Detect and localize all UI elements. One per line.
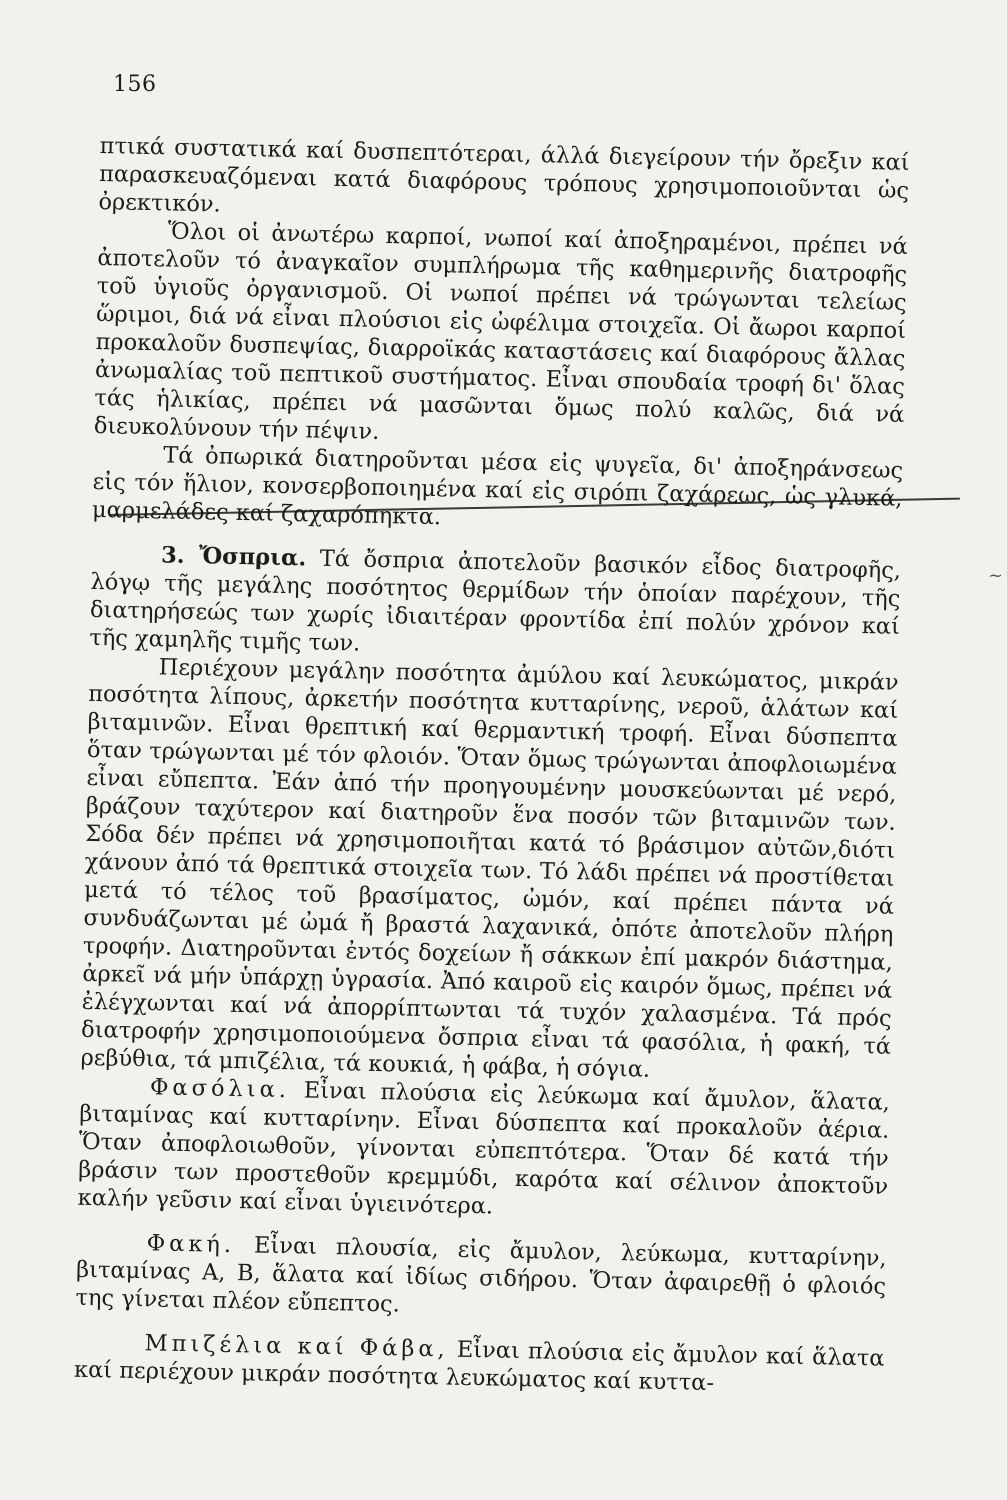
text-fasolia: Εἶναι πλούσια εἰς λεύκωμα καί ἄμυλον, ἅλατα, βιταμίνας καί κυτταρίνην. Εἶναι δύσπεπτα καί προκαλοῦν ἀέρια. Ὅταν ἀποφλοιωθοῦν, γίνονται εὐπεπτότερα. Ὅταν δέ κατά τήν βράσιν των προστεθοῦν κρεμμύδι, καρότα καί σέλινον ἀποκτοῦν καλήν γεῦσιν καί εἶναι ὑγιεινότερα. [77, 1077, 891, 1220]
section-heading-ospria: 3. Ὄσπρια. [160, 542, 307, 572]
paragraph-continuation: πτικά συστατικά καί δυσπεπτότεραι, άλλά διεγείρουν τήν ὄρεξιν καί παρασκευαζόμεναι κατά διαφόρους τρόπους χρησιμοποιοῦνται ὡς ὀρεκτικόν. [98, 132, 910, 218]
subheading-faki: Φακή. [146, 1230, 236, 1259]
paragraph-ospria-details: Περιέχουν μεγάλην ποσότητα ἀμύλου καί λευκώματος, μικράν ποσότητα λίπους, ἀρκετήν ποσότητα κυτταρίνης, νεροῦ, ἁλάτων καί βιταμινῶν. Εἶναι θρεπτική καί θερμαντική τροφή. Εἶναι δύσπεπτα ὅταν τρώγωνται μέ τόν φλοιόν. Ὅταν ὅμως τρώγωνται ἀποφλοιωμένα εἶναι εὔπεπτα. Ἐάν ἀπό τήν προηγουμένην μουσκεύωνται μέ νερό, βράζουν ταχύτερον καί διατηροῦν ἕνα ποσόν τῶν βιταμινῶν των. Σόδα δέν πρέπει νά χρησιμοποιῆται κατά τό βράσιμον αὐτῶν,διότι χάνουν ἀπό τά θρεπτικά στοιχεῖα των. Τό λάδι πρέπει νά προστίθεται μετά τό τέλος τοῦ βρασίματος, ὠμόν, καί πρέπει πάντα νά συνδυάζωνται μέ ὠμά ἤ βραστά λαχανικά, ὁπότε ἀποτελοῦν πλήρη τροφήν. Διατηροῦνται ἐντός δοχείων ἤ σάκκων ἐπί μακρόν διάστημα, ἀρκεῖ νά μήν ὑπάρχῃ ὑγρασία. Ἀπό καιροῦ εἰς καιρόν ὅμως, πρέπει νά ἐλέγχωνται καί νά ἀπορρίπτωνται τά τυχόν χαλασμένα. Τά πρός διατροφήν χρησιμοποιούμενα ὄσπρια εἶναι τά φασόλια, ἡ φακή, τά ρεβύθια, τά μπιζέλια, τά κουκιά, ἡ φάβα, ἡ σόγια. [80, 654, 899, 1083]
page-number: 156 [113, 72, 157, 97]
subheading-fasolia: Φασόλια. [149, 1074, 291, 1104]
margin-mark: ~ [988, 565, 1004, 586]
text-faki: Εἶναι πλουσία, εἰς ἄμυλον, λεύκωμα, κυτταρίνην, βιταμίνας Α, Β, ἅλατα καί ἰδίως σιδήρου. Ὅταν ἀφαιρεθῇ ὁ φλοιός της γίνεται πλέον εὔπεπτος. [75, 1232, 887, 1318]
text-mpizelia: Εἶναι πλούσια εἰς ἄμυλον καί ἅλατα καί περιέχουν μικράν ποσότητα λευκώματος καί κυττα- [73, 1336, 885, 1397]
section-text-ospria: Τά ὄσπρια ἀποτελοῦν βασικόν εἶδος διατροφῆς, λόγῳ τῆς μεγάλης ποσότητος θερμίδων τήν ὁποίαν παρέχουν, τῆς διατηρήσεώς των χωρίς ἰδιαιτέραν φροντίδα ἐπί πολύν χρόνον καί τῆς χαμηλῆς τιμῆς των. [89, 545, 902, 657]
paragraph-preservation: Τά ὀπωρικά διατηροῦνται μέσα εἰς ψυγεῖα, δι' ἀποξηράνσεως εἰς τόν ἥλιον, κονσερβοποιημένα καί εἰς σιρόπι ζαχάρεως, ὡς γλυκά, μαρμελάδες καί ζαχαρόπηκτα. [91, 442, 904, 531]
section-fasolia [77, 1072, 890, 1229]
paragraph-fruits: Ὅλοι οἱ ἀνωτέρω καρποί, νωποί καί ἀποξηραμένοι, πρέπει νά ἀποτελοῦν τό ἀναγκαῖον συμπλήρωμα τῆς καθημερινῆς διατροφῆς τοῦ ὑγιοῦς ὀργανισμοῦ. Οἱ νωποί πρέπει νά τρώγωνται τελείως ὥριμοι, διά νά εἶναι πλούσιοι εἰς ὠφέλιμα στοιχεῖα. Οἱ ἄωροι καρποί προκαλοῦν δυσπεψίας, διαρροϊκάς καταστάσεις καί διαφόρους ἄλλας ἀνωμαλίας τοῦ πεπτικοῦ συστήματος. Εἶναι σπουδαία τροφή δι' ὅλας τάς ἡλικίας, πρέπει νά μασῶνται ὅμως πολύ καλῶς, διά νά διευκολύνουν τήν πέψιν. [93, 218, 909, 445]
section-ospria [89, 540, 901, 669]
body-text [74, 132, 910, 1401]
subheading-mpizelia: Μπιζέλια καί Φάβα, [144, 1330, 449, 1363]
section-faki [75, 1228, 887, 1329]
section-mpizelia [74, 1328, 885, 1401]
